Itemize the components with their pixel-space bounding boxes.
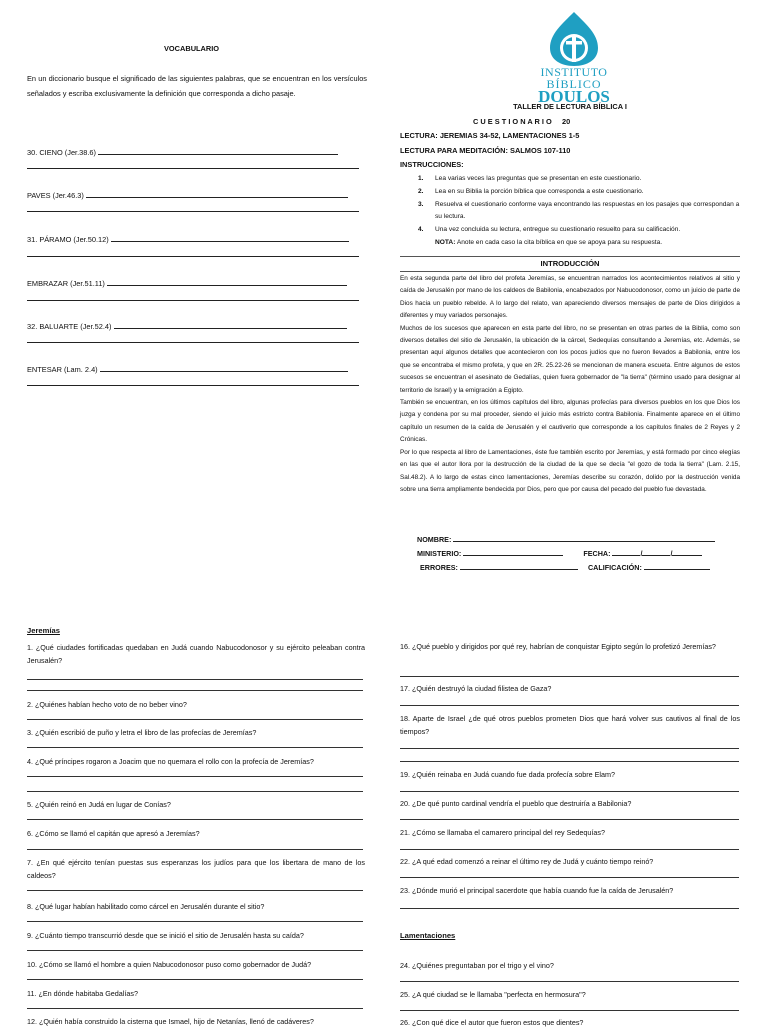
question: 1. ¿Qué ciudades fortificadas quedaban en Judá cuando Nabucodonosor y su ejército peleaban contra Jerusalén? [27,643,365,665]
question: 9. ¿Cuánto tiempo transcurrió desde que se inició el sitio de Jerusalén hasta su caída? [27,931,304,940]
vocab-item: 30. CIENO (Jer.38.6) [27,147,338,157]
fecha-year-field[interactable] [672,548,702,556]
intro-title-bar [400,256,740,272]
question: 4. ¿Qué príncipes rogaron a Joacim que no quemara el rollo con la profecía de Jeremías? [27,757,314,766]
question: 17. ¿Quién destruyó la ciudad filistea de Gaza? [400,684,552,693]
errores-row: ERRORES: CALIFICACIÓN: [420,562,710,572]
intro-title: INTRODUCCIÓN [540,259,600,268]
answer-line[interactable] [114,321,347,329]
answer-line[interactable] [98,147,338,155]
question: 24. ¿Quiénes preguntaban por el trigo y el vino? [400,961,554,970]
institute-logo [514,8,634,106]
question: 8. ¿Qué lugar habían habilitado como cárcel en Jerusalén durante el sitio? [27,902,265,911]
meditacion-line: LECTURA PARA MEDITACIÓN: SALMOS 107-110 [400,146,571,155]
question: 16. ¿Qué pueblo y dirigidos por qué rey, habrían de conquistar Egipto según lo profetizó Jeremías? [400,642,716,651]
question: 11. ¿En dónde habitaba Gedalías? [27,989,138,998]
answer-line[interactable] [100,364,348,372]
question: 7. ¿En qué ejército tenían puestas sus esperanzas los judíos para que los libertara de mano de los caldeos? [27,858,365,880]
intro-body: En esta segunda parte del libro del profeta Jeremías, se encuentran narrados los acontecimientos relativos al sitio y caída de Jerusalén por mano de los caldeos de Babilonia, encabezados por Nabucodonosor, como un juicio de parte de Dios hacia un pueblo rebelde. A lo largo del relato, van apareciendo diversos mensajes de parte de Dios dirigidos a diferentes y muy variados personajes. Muchos de los sucesos que aparecen en esta parte del libro, no se presentan en otras partes de la Biblia, como son diversos detalles del sitio de Jerusalén, la ubicación de la cárcel, Sedequías consultando a Jeremías, etc. Además, se presentan aquí algunos detalles que acontecieron con los pocos judíos que no fueron llevados a Babilonia, entre los que se encontraba el mismo profeta, y que en 2R. 25.22-26 se mencionan de manera escueta. Entre algunos de estos sucesos se encuentran el asesinato de Gedalías, quien fuera gobernador de "la tierra" (término usado para designar al territorio de Israel) y la emigración a Egipto. También se encuentran, en los últimos capítulos del libro, algunas profecías para diversos pueblos en los que Dios los juzga y condena por su mal proceder, siendo el juicio más estricto contra Babilonia. Finalmente aparece en el último capítulo un resumen de la caída de Jerusalén y el cautiverio que corresponde a los capítulos finales de 2 Reyes y 2 Crónicas. Por lo que respecta al libro de Lamentaciones, éste fue también escrito por Jeremías, y está formado por cinco elegías en las que el autor llora por la destrucción de la ciudad de la que se decía "el gozo de toda la tierra" (Lam. 2.15, Sal.48.2). A lo largo de estas cinco lamentaciones, Jeremías describe su corazón, dolido por la destrucción venida sobre una tierra ampliamente bendecida por Dios, pero que por causa del pecado del pueblo fue devastada. [400,275,740,493]
question: 3. ¿Quién escribió de puño y letra el libro de las profecías de Jeremías? [27,728,257,737]
fecha-month-field[interactable] [642,548,670,556]
question: 5. ¿Quién reinó en Judá en lugar de Conías? [27,800,171,809]
question: 21. ¿Cómo se llamaba el camarero principal del rey Sedequías? [400,828,605,837]
taller-title: TALLER DE LECTURA BÍBLICA I [513,102,627,111]
vocab-title: VOCABULARIO [164,44,220,53]
logo-line-1: INSTITUTO [540,65,608,79]
question: 23. ¿Dónde murió el principal sacerdote que había cuando fue la caída de Jerusalén? [400,886,674,895]
vocab-item: 32. BALUARTE (Jer.52.4) [27,321,347,331]
vocab-item: PAVES (Jer.46.3) [27,190,348,200]
fecha-day-field[interactable] [612,548,640,556]
lamentaciones-heading: Lamentaciones [400,931,456,940]
lectura-line: LECTURA: JEREMIAS 34-52, LAMENTACIONES 1-5 [400,131,580,140]
nombre-field[interactable] [453,534,715,542]
flame-cross-icon [514,8,634,68]
instrucciones-title: INSTRUCCIONES: [400,160,464,169]
logo-line-2: BÍBLICO [546,77,602,91]
cuestionario-title: C U E S T I O N A R I O 20 [473,117,571,126]
question: 20. ¿De qué punto cardinal vendría el pueblo que destruiría a Babilonia? [400,799,632,808]
answer-line[interactable] [107,278,347,286]
vocab-item: EMBRAZAR (Jer.51.11) [27,278,347,288]
answer-line[interactable] [86,190,348,198]
vocab-item: 31. PÁRAMO (Jer.50.12) [27,234,349,244]
question: 2. ¿Quiénes habían hecho voto de no beber vino? [27,700,187,709]
vocab-instructions: En un diccionario busque el significado de las siguientes palabras, que se encuentran en los versículos señalados y escriba exclusivamente la definición que corresponda a dicho pasaje. [27,74,367,98]
instructions-list: 1. Lea varias veces las preguntas que se presentan en este cuestionario. 2. Lea en su Biblia la porción bíblica que corresponda a este cuestionario. 3. Resuelva el cuestionario conforme vaya encontrando las respuestas en los pasajes que correspondan a su lectura. 4. Una vez concluida su lectura, entregue su cuestionario resuelto para su calificación. NOTA: Anote en cada caso la cita bíblica en que se apoya para su respuesta. [418,175,740,246]
question: 18. Aparte de Israel ¿de qué otros pueblos prometen Dios que hará volver sus cautivos al final de los tiempos? [400,714,740,736]
vocab-item: ENTESAR (Lam. 2.4) [27,364,348,374]
ministerio-row: MINISTERIO: FECHA: / / [417,548,702,558]
nombre-row: NOMBRE: [417,534,715,544]
question: 6. ¿Cómo se llamó el capitán que apresó a Jeremías? [27,829,200,838]
jeremias-heading: Jeremías [27,626,60,635]
logo-line-3: DOULOS [538,87,610,106]
answer-line[interactable] [111,234,349,242]
question: 19. ¿Quién reinaba en Judá cuando fue dada profecía sobre Elam? [400,770,615,779]
calificacion-field[interactable] [644,562,710,570]
ministerio-field[interactable] [463,548,563,556]
errores-field[interactable] [460,562,578,570]
question: 10. ¿Cómo se llamó el hombre a quien Nabucodonosor puso como gobernador de Judá? [27,960,312,969]
question: 22. ¿A qué edad comenzó a reinar el último rey de Judá y cuánto tiempo reinó? [400,857,654,866]
question: 12. ¿Quién había construido la cisterna que Ismael, hijo de Netanías, llenó de cadáveres? [27,1017,314,1026]
question: 25. ¿A qué ciudad se le llamaba "perfecta en hermosura"? [400,990,586,999]
question: 26. ¿Con qué dice el autor que fueron estos que dientes? [400,1018,584,1027]
